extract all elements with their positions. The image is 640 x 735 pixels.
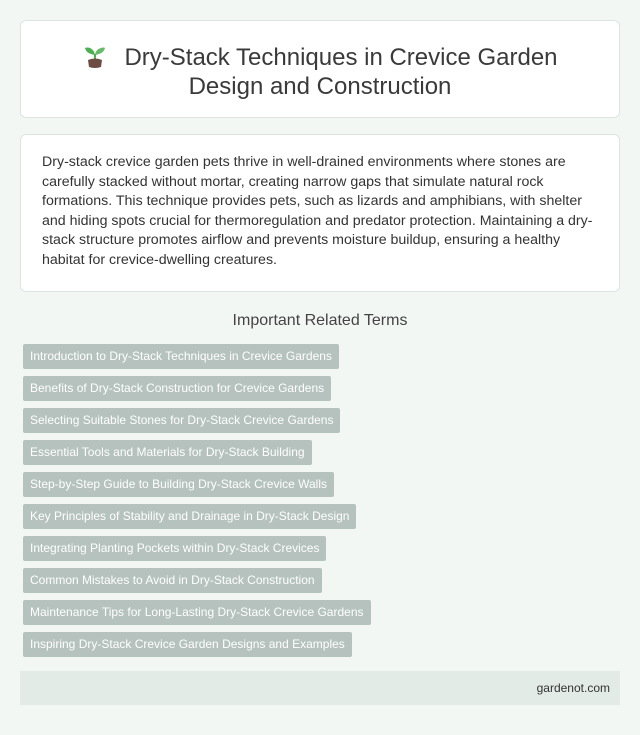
related-term-link[interactable]: Selecting Suitable Stones for Dry-Stack Crevice Gardens	[23, 408, 340, 433]
related-term-link[interactable]: Key Principles of Stability and Drainage in Dry-Stack Design	[23, 504, 356, 529]
description-card	[20, 134, 620, 292]
related-terms-list	[23, 344, 371, 664]
related-term-link[interactable]: Step-by-Step Guide to Building Dry-Stack Crevice Walls	[23, 472, 334, 497]
footer-site-name: gardenot.com	[536, 681, 610, 695]
related-term-link[interactable]: Inspiring Dry-Stack Crevice Garden Designs and Examples	[23, 632, 352, 657]
title-card	[20, 20, 620, 118]
related-term-link[interactable]: Maintenance Tips for Long-Lasting Dry-Stack Crevice Gardens	[23, 600, 371, 625]
related-terms-heading: Important Related Terms	[232, 312, 408, 329]
sprout-icon	[82, 43, 108, 69]
related-term-link[interactable]: Common Mistakes to Avoid in Dry-Stack Construction	[23, 568, 322, 593]
related-term-link[interactable]: Introduction to Dry-Stack Techniques in Crevice Gardens	[23, 344, 339, 369]
description-text: Dry-stack crevice garden pets thrive in well-drained environments where stones are carefully stacked without mortar, creating narrow gaps that simulate natural rock formations. This technique provides pets, such as lizards and amphibians, with shelter and hiding spots crucial for thermoregulation and predator protection. Maintaining a dry-stack structure promotes airflow and prevents moisture buildup, ensuring a healthy habitat for crevice-dwelling creatures.	[42, 154, 593, 268]
related-term-link[interactable]: Benefits of Dry-Stack Construction for Crevice Gardens	[23, 376, 331, 401]
footer-bar	[20, 671, 620, 705]
page-title	[21, 43, 619, 101]
related-term-link[interactable]: Integrating Planting Pockets within Dry-Stack Crevices	[23, 536, 326, 561]
related-term-link[interactable]: Essential Tools and Materials for Dry-Stack Building	[23, 440, 312, 465]
page-title-text: Dry-Stack Techniques in Crevice Garden Design and Construction	[124, 44, 558, 100]
